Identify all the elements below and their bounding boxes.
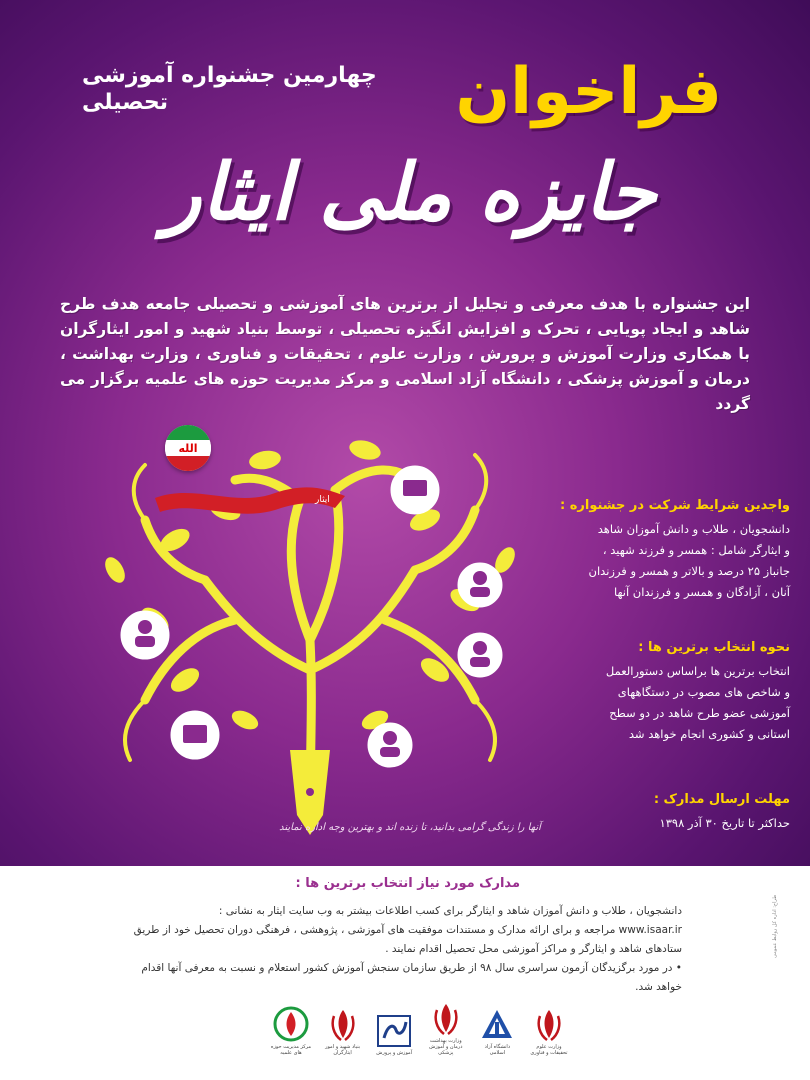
logo-education-ministry: [373, 1014, 415, 1056]
deadline-text: حداکثر تا تاریخ ۳۰ آذر ۱۳۹۸: [659, 816, 790, 830]
logo-caption: مرکز مدیریت حوزه های علمیه: [270, 1044, 312, 1056]
selection-line: انتخاب برترین ها براساس دستورالعمل: [605, 664, 790, 678]
documents-line: • در مورد برگزیدگان آزمون سراسری سال ۹۸ از طریق سازمان سنجش آموزش کشور استعلام و نسبت به معرفی آنها اقدام خواهد شد.: [141, 962, 682, 993]
intro-paragraph: این جشنواره با هدف معرفی و تجلیل از برترین های آموزشی و تحصیلی جامعه هدف طرح شاهد و ایجاد پویایی ، تحرک و افزایش انگیزه تحصیلی ، توسط بنیاد شهید و امور ایثارگران با همکاری وزارت آموزش و پرورش ، وزارت علوم ، تحقیقات و فناوری ، وزارت بهداشت ، درمان و آموزش پزشکی ، دانشگاه آزاد اسلامی و مرکز مدیریت حوزه های علمیه برگزار می گردد: [60, 295, 750, 413]
call-title: فراخوان: [455, 55, 722, 129]
logo-science-ministry: [528, 1008, 570, 1056]
iran-emblem-icon: [328, 1008, 358, 1042]
flag-emblem: الله: [165, 440, 211, 456]
logo-azad-university: [476, 1008, 518, 1056]
iran-flag-icon: [165, 425, 211, 471]
selection-title: نحوه انتخاب برترین ها :: [638, 640, 790, 655]
deadline-title: مهلت ارسال مدارک :: [653, 792, 790, 807]
documents-line: ستادهای شاهد و ایثارگر و مراکز آموزشی محل تحصیل اقدام نمایند .: [385, 943, 682, 955]
education-ministry-icon: [376, 1014, 412, 1048]
selection-line: استانی و کشوری انجام خواهد شد: [628, 727, 790, 741]
eligibility-section: [530, 498, 790, 603]
eligibility-line: دانشجویان ، طلاب و دانش آموزان شاهد: [597, 522, 790, 536]
eligibility-line: و ایثارگر شامل : همسر و فرزند شهید ،: [602, 543, 790, 557]
logo-caption: وزارت علوم تحقیقات و فناوری: [530, 1044, 568, 1056]
headline: [82, 55, 722, 129]
selection-line: و شاخص های مصوب در دستگاههای: [617, 685, 790, 699]
sponsor-logos: [270, 996, 570, 1056]
logo-martyr-foundation-emblem: [322, 1008, 364, 1056]
ribbon-text: ایثار: [315, 495, 330, 505]
designer-note: طراح: اداره کل روابط عمومی: [772, 894, 778, 958]
red-ribbon-icon: [155, 478, 345, 522]
documents-line: www.isaar.ir مراجعه و برای ارائه مدارک و مستندات موفقیت های آموزشی ، پژوهشی ، فرهنگی دوران تحصیل خود از طریق: [133, 924, 682, 936]
handwritten-quote: آنها را زندگی گرامی بدانید، تا زنده اند و بهترین وجه اداره نمایند: [279, 822, 541, 833]
iran-emblem-icon: [534, 1008, 564, 1042]
logo-caption: وزارت بهداشت درمان و آموزش پزشکی: [429, 1038, 463, 1056]
festival-name: چهارمین جشنواره آموزشی تحصیلی: [82, 63, 377, 115]
logo-caption: دانشگاه آزاد اسلامی: [484, 1044, 511, 1056]
award-title: جایزه ملی ایثار: [163, 147, 657, 238]
documents-title: مدارک مورد نیاز انتخاب برترین ها :: [295, 876, 520, 891]
eligibility-line: جانباز ۲۵ درصد و بالاتر و همسر و فرزندان: [588, 564, 790, 578]
selection-line: آموزشی عضو طرح شاهد در دو سطح: [609, 706, 790, 720]
selection-section: [530, 640, 790, 745]
eligibility-title: واجدین شرایط شرکت در جشنواره :: [560, 498, 790, 513]
documents-line: دانشجویان ، طلاب و دانش آموزان شاهد و ایثارگر برای کسب اطلاعات بیشتر به وب سایت ایثار به نشانی :: [218, 905, 682, 917]
eligibility-line: آنان ، آزادگان و همسر و فرزندان آنها: [613, 585, 790, 599]
logo-health-ministry: [425, 1002, 467, 1056]
logo-seminary-center: [270, 1006, 312, 1056]
logo-caption: آموزش و پرورش: [376, 1050, 413, 1056]
azad-university-icon: [480, 1008, 514, 1042]
iran-emblem-icon: [431, 1002, 461, 1036]
logo-caption: بنیاد شهید و امور ایثارگران: [325, 1044, 361, 1056]
martyr-foundation-icon: [273, 1006, 309, 1042]
